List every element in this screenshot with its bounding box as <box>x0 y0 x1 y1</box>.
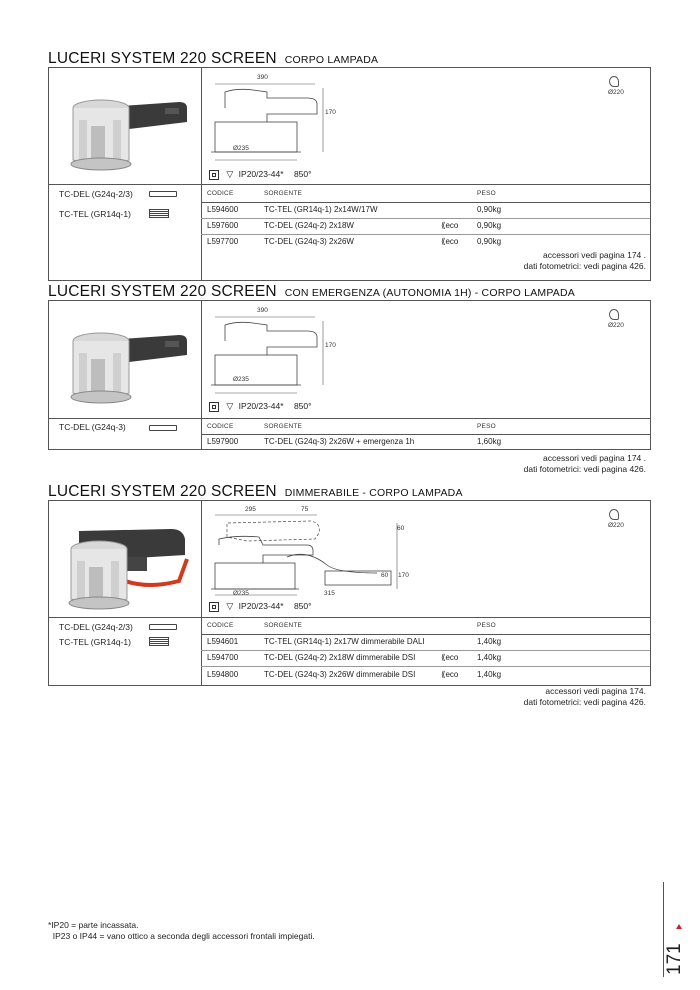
dim-width-2: 75 <box>301 506 309 513</box>
ip-line <box>209 601 312 612</box>
ecg-icon: ⟪eco <box>441 237 459 246</box>
footnote-ip20: *IP20 = parte incassata. <box>48 920 139 930</box>
product-box <box>48 67 651 281</box>
ecg-icon: ⟪eco <box>441 653 459 662</box>
ip-line <box>209 169 312 180</box>
product-box <box>48 300 651 450</box>
lamp-tube-icon <box>149 624 177 630</box>
row-source: TC-TEL (GR14q-1) 2x17W dimmerabile DALI <box>264 637 425 646</box>
ip-rating: IP20/23-44* <box>238 601 284 611</box>
header-weight: PESO <box>477 423 496 430</box>
header-code: CODICE <box>207 423 234 430</box>
f-mark-icon: ▽ <box>226 601 234 612</box>
cutout-icon <box>609 509 619 520</box>
lamp-tube-icon <box>149 191 177 197</box>
section-subtitle: DIMMERABILE - CORPO LAMPADA <box>284 487 463 499</box>
note-accessories: accessori vedi pagina 174 . <box>542 250 646 260</box>
lamp-multi-tube-icon <box>149 209 169 218</box>
dim-hole: Ø220 <box>608 522 624 529</box>
note-photometric: dati fotometrici: vedi pagina 426. <box>523 261 646 271</box>
row-code: L597600 <box>207 221 239 230</box>
section-subtitle: CORPO LAMPADA <box>284 54 379 66</box>
section-3 <box>48 483 651 688</box>
product-image <box>61 323 191 408</box>
row-divider <box>49 418 650 419</box>
page-marker-icon <box>676 924 682 929</box>
ip-line <box>209 401 312 412</box>
dim-height: 170 <box>398 572 409 579</box>
header-weight: PESO <box>477 622 496 629</box>
header-source: SORGENTE <box>264 190 303 197</box>
section-title-main: LUCERI SYSTEM 220 SCREEN <box>48 283 277 300</box>
row-divider <box>201 650 650 651</box>
product-image <box>61 90 191 175</box>
product-box <box>48 500 651 686</box>
lamp-item: TC-DEL (G24q-2/3) <box>59 622 133 632</box>
row-divider <box>201 666 650 667</box>
column-divider <box>201 68 202 280</box>
dim-hole: Ø220 <box>608 89 624 96</box>
ecg-icon: ⟪eco <box>441 670 459 679</box>
note-accessories: accessori vedi pagina 174. <box>545 686 646 696</box>
dim-hole: Ø220 <box>608 322 624 329</box>
section-title-main: LUCERI SYSTEM 220 SCREEN <box>48 483 277 500</box>
row-weight: 0,90kg <box>477 237 502 246</box>
note-accessories: accessori vedi pagina 174 . <box>542 453 646 463</box>
row-code: L597900 <box>207 437 239 446</box>
recessed-square-icon <box>209 602 219 612</box>
dim-height-1: 60 <box>397 525 405 532</box>
header-weight: PESO <box>477 190 496 197</box>
lamp-multi-tube-icon <box>149 637 169 646</box>
f-mark-icon: ▽ <box>226 169 234 180</box>
dim-height-2: 60 <box>381 572 389 579</box>
row-divider <box>201 634 650 635</box>
recessed-square-icon <box>209 402 219 412</box>
note-photometric: dati fotometrici: vedi pagina 426. <box>523 697 646 707</box>
technical-drawing <box>207 78 337 168</box>
row-code: L594800 <box>207 670 239 679</box>
lamp-item: TC-DEL (G24q-3) <box>59 422 126 432</box>
row-source: TC-TEL (GR14q-1) 2x14W/17W <box>264 205 378 214</box>
row-code: L594601 <box>207 637 239 646</box>
dim-height: 170 <box>325 342 336 349</box>
row-weight: 1,60kg <box>477 437 502 446</box>
recessed-square-icon <box>209 170 219 180</box>
page-number: 171 <box>664 943 685 975</box>
section-1 <box>48 50 651 280</box>
dim-cut: Ø235 <box>233 376 249 383</box>
row-weight: 0,90kg <box>477 221 502 230</box>
notes <box>524 250 646 272</box>
section-subtitle: CON EMERGENZA (AUTONOMIA 1H) - CORPO LAMPADA <box>284 287 575 299</box>
color-temp: 850° <box>293 601 312 611</box>
lamp-item: TC-DEL (G24q-2/3) <box>59 189 133 199</box>
notes <box>524 686 646 708</box>
ip-rating: IP20/23-44* <box>238 401 284 411</box>
row-divider <box>49 617 650 618</box>
product-image <box>59 519 197 614</box>
row-source: TC-DEL (G24q-2) 2x18W <box>264 221 354 230</box>
section-title <box>48 283 575 301</box>
f-mark-icon: ▽ <box>226 401 234 412</box>
column-divider <box>201 301 202 449</box>
notes <box>524 453 646 475</box>
header-source: SORGENTE <box>264 423 303 430</box>
section-title <box>48 50 378 68</box>
color-temp: 850° <box>293 169 312 179</box>
ip-rating: IP20/23-44* <box>238 169 284 179</box>
row-weight: 1,40kg <box>477 670 502 679</box>
dim-width: 390 <box>257 307 268 314</box>
color-temp: 850° <box>293 401 312 411</box>
row-divider <box>201 218 650 219</box>
dim-cut: Ø235 <box>233 145 249 152</box>
header-source: SORGENTE <box>264 622 303 629</box>
row-source: TC-DEL (G24q-3) 2x26W + emergenza 1h <box>264 437 415 446</box>
row-source: TC-DEL (G24q-3) 2x26W dimmerabile DSI <box>264 670 416 679</box>
row-divider <box>201 234 650 235</box>
ecg-icon: ⟪eco <box>441 221 459 230</box>
dim-height: 170 <box>325 109 336 116</box>
row-code: L597700 <box>207 237 239 246</box>
row-code: L594600 <box>207 205 239 214</box>
dim-width-1: 295 <box>245 506 256 513</box>
section-2 <box>48 283 651 453</box>
header-code: CODICE <box>207 622 234 629</box>
footnotes <box>48 920 315 942</box>
lamp-item: TC-TEL (GR14q-1) <box>59 209 131 219</box>
row-weight: 1,40kg <box>477 637 502 646</box>
technical-drawing <box>207 509 407 599</box>
cutout-icon <box>609 76 619 87</box>
note-photometric: dati fotometrici: vedi pagina 426. <box>523 464 646 474</box>
section-title <box>48 483 463 501</box>
row-divider <box>201 202 650 203</box>
column-divider <box>201 501 202 685</box>
row-weight: 1,40kg <box>477 653 502 662</box>
row-code: L594700 <box>207 653 239 662</box>
row-weight: 0,90kg <box>477 205 502 214</box>
row-divider <box>201 434 650 435</box>
footnote-ip23: IP23 o IP44 = vano ottico a seconda degli accessori frontali impiegati. <box>48 931 315 941</box>
dim-box: 315 <box>324 590 335 597</box>
row-divider <box>49 184 650 185</box>
section-title-main: LUCERI SYSTEM 220 SCREEN <box>48 50 277 67</box>
lamp-tube-icon <box>149 425 177 431</box>
row-source: TC-DEL (G24q-2) 2x18W dimmerabile DSI <box>264 653 416 662</box>
technical-drawing <box>207 311 337 401</box>
lamp-item: TC-TEL (GR14q-1) <box>59 637 131 647</box>
dim-cut: Ø235 <box>233 590 249 597</box>
header-code: CODICE <box>207 190 234 197</box>
row-source: TC-DEL (G24q-3) 2x26W <box>264 237 354 246</box>
cutout-icon <box>609 309 619 320</box>
dim-width: 390 <box>257 74 268 81</box>
